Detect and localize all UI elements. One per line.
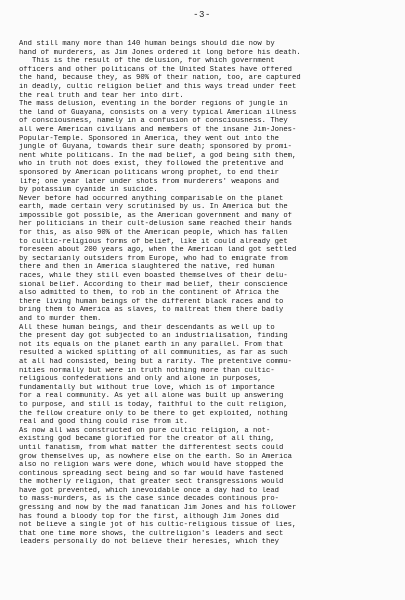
text-line: resulted a wicked splitting of all communities, as far as such [19,349,288,358]
text-line: foreseen about 200 years ago, when the American land got settled [19,246,297,255]
text-line: all were American civilians and members of the insane Jim-Jones- [19,125,297,134]
text-line: hand of murderers, as Jim Jones ordered it long before his death. [19,48,301,57]
text-line: And still many more than 140 human beings should die now by [19,40,275,48]
text-line: the present day got subjected to an industrialisation, finding [19,332,288,341]
text-line: races, while they still even boasted themselves of their delu- [19,272,288,281]
text-line: to cultic-religious forms of belief, like it could already get [19,237,288,246]
text-line: As now all was constructed on pure cultic religion, a not- [19,426,271,435]
body-text [19,40,385,547]
text-line: the real truth and tear her into dirt. [19,91,184,100]
text-line: until fanatism, from what matter the differentest sects could [19,443,284,452]
text-line: This is the result of the delusion, for which government [19,57,275,66]
text-line: for a real community. As yet all alone was built up answering [19,392,284,401]
text-line: the land of Guayana, consists on a very typical American illness [19,108,297,117]
text-line: continous spreading sect being and so far would have fastened [19,469,284,478]
text-line: not its equals on the planet earth in any parallel. From that [19,340,284,349]
text-line: religious confederations and only and alone in purposes, [19,375,262,384]
text-line: there living human beings of the different black races and to [19,297,284,306]
text-line: nent white politicans. In the mad belief, a god being sith them, [19,151,297,160]
text-line: the motherly religion, that greater sect transgressions would [19,478,284,487]
text-line: there and then in America slaughtered the native, red human [19,263,275,272]
text-line: also admitted to them, to rob in the continent of Africa the [19,289,279,298]
text-line: to mass-murders, as is the case since decades continous pro- [19,495,279,504]
text-line: also no religion wars were done, which would have stopped the [19,461,284,470]
text-line: All these human beings, and their descendants as well up to [19,323,275,332]
text-line: of consciousness, namely in a confusion of consciousness. They [19,117,288,126]
text-line: nities normally but were in truth nothing more than cultic- [19,366,275,375]
text-line: who in truth not does exist, they followed the pretentive and [19,160,284,169]
text-line: for this, as also 90% of the American people, which has fallen [19,229,288,238]
text-line: to purpose, and still is today, faithful to the cult religion, [19,400,288,409]
text-line: life; one year later under shots from murderers' weapons and [19,177,279,186]
text-line: Never before had occurred anything comparisable on the planet [19,194,284,203]
text-line: Popular-Temple. Sponsored in America, they went out into the [19,134,279,143]
text-line: not believe a single jot of his cultic-religious tissue of lies, [19,521,297,530]
text-line: grow themselves up, as nowhere else on the earth. So in America [19,452,292,461]
text-line: in deadly, cultic religion belief and this ways tread under feet [19,82,297,91]
text-line: sponsored by American politicans wrong prophet, to end their [19,168,279,177]
text-line: sional belief. According to their mad belief, their conscience [19,280,288,289]
text-line: real and good thing could rise from it. [19,418,188,427]
text-line: officers and other politicans of the United States have offered [19,65,292,74]
text-line: at all had consisted, being but a rarity. The pretentive commu- [19,357,292,366]
text-line: by potassium cyanide in suicide. [19,186,158,195]
text-line: has found a bloody top for the first, although Jim Jones did [19,512,279,521]
text-line: jungle of Guyana, towards their sure death; sponsored by promi- [19,143,292,152]
text-line: bring them to America as slaves, to maltreat them there badly [19,306,284,315]
text-line: her politicians in their cult-delusion same reached their hands [19,220,292,229]
text-line: the hand, because they, as 90% of their nation, too, are captured [19,74,301,83]
text-line: existing god became glorified for the creator of all thing, [19,435,275,444]
text-line: earth, made certain very scrutinised by us. In America but the [19,203,288,212]
text-line: that one time more shows, the cultreligion's leaders and sect [19,529,284,538]
text-line: gressing and now by the mad fanatican Jim Jones and his follower [19,504,297,513]
text-line: have got prevented, which inevoidable once a day had to lead [19,486,279,495]
text-line: leaders personally do not believe their heresies, which they [19,538,279,547]
text-line: by sectarianly outsiders from Europe, who had to emigrate from [19,254,288,263]
page-number: -3- [193,10,211,20]
text-line: fundamentally but without true love, which is of importance [19,383,275,392]
text-line: and to murder them. [19,315,102,323]
text-line: The mass delusion, eventing in the border regions of jungle in [19,100,288,109]
text-line: the fellow creature only to be there to get exploited, nothing [19,409,288,418]
text-line: impossible got possible, as the American government and many of [19,211,292,220]
